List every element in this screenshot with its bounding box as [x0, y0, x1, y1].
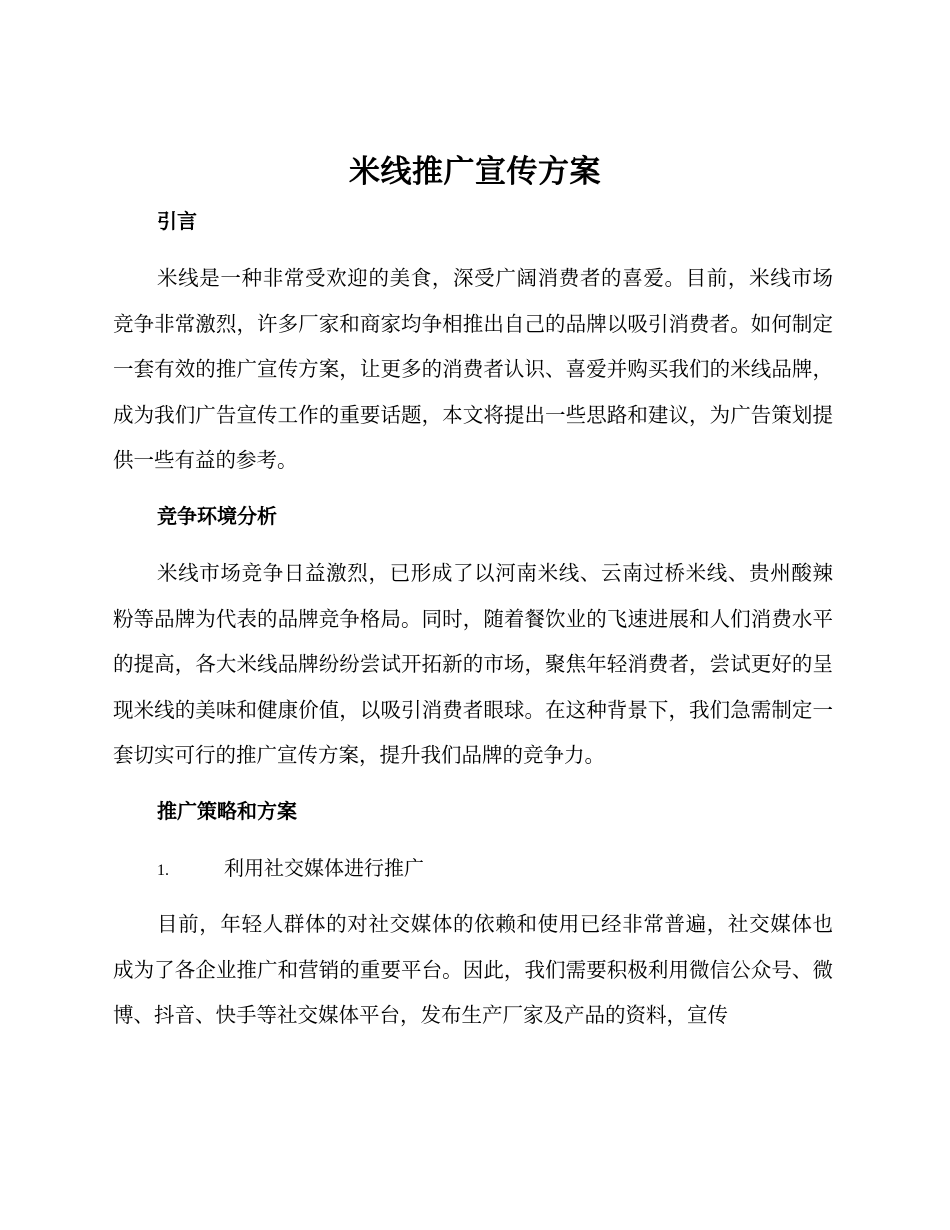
list-item-text: 利用社交媒体进行推广: [224, 856, 424, 880]
social-media-paragraph: 目前，年轻人群体的对社交媒体的依赖和使用已经非常普遍，社交媒体也成为了各企业推广和营销的重要平台。因此，我们需要积极利用微信公众号、微博、抖音、快手等社交媒体平台，发布生产厂家及产品的资料，宣传: [113, 912, 833, 1027]
section-heading-competition-analysis: 竞争环境分析: [157, 504, 277, 528]
section-heading-strategy: 推广策略和方案: [157, 799, 297, 823]
list-item: [157, 854, 424, 885]
section-heading-introduction: 引言: [157, 209, 197, 233]
introduction-paragraph: 米线是一种非常受欢迎的美食，深受广阔消费者的喜爱。目前，米线市场竞争非常激烈，许多厂家和商家均争相推出自己的品牌以吸引消费者。如何制定一套有效的推广宣传方案，让更多的消费者认识、喜爱并购买我们的米线品牌，成为我们广告宣传工作的重要话题，本文将提出一些思路和建议，为广告策划提供一些有益的参考。: [113, 266, 833, 472]
list-item-number: 1.: [157, 862, 169, 879]
competition-analysis-paragraph: 米线市场竞争日益激烈，已形成了以河南米线、云南过桥米线、贵州酸辣粉等品牌为代表的品牌竞争格局。同时，随着餐饮业的飞速进展和人们消费水平的提高，各大米线品牌纷纷尝试开拓新的市场，聚焦年轻消费者，尝试更好的呈现米线的美味和健康价值，以吸引消费者眼球。在这种背景下，我们急需制定一套切实可行的推广宣传方案，提升我们品牌的竞争力。: [113, 561, 833, 767]
document-title: 米线推广宣传方案: [349, 154, 601, 190]
